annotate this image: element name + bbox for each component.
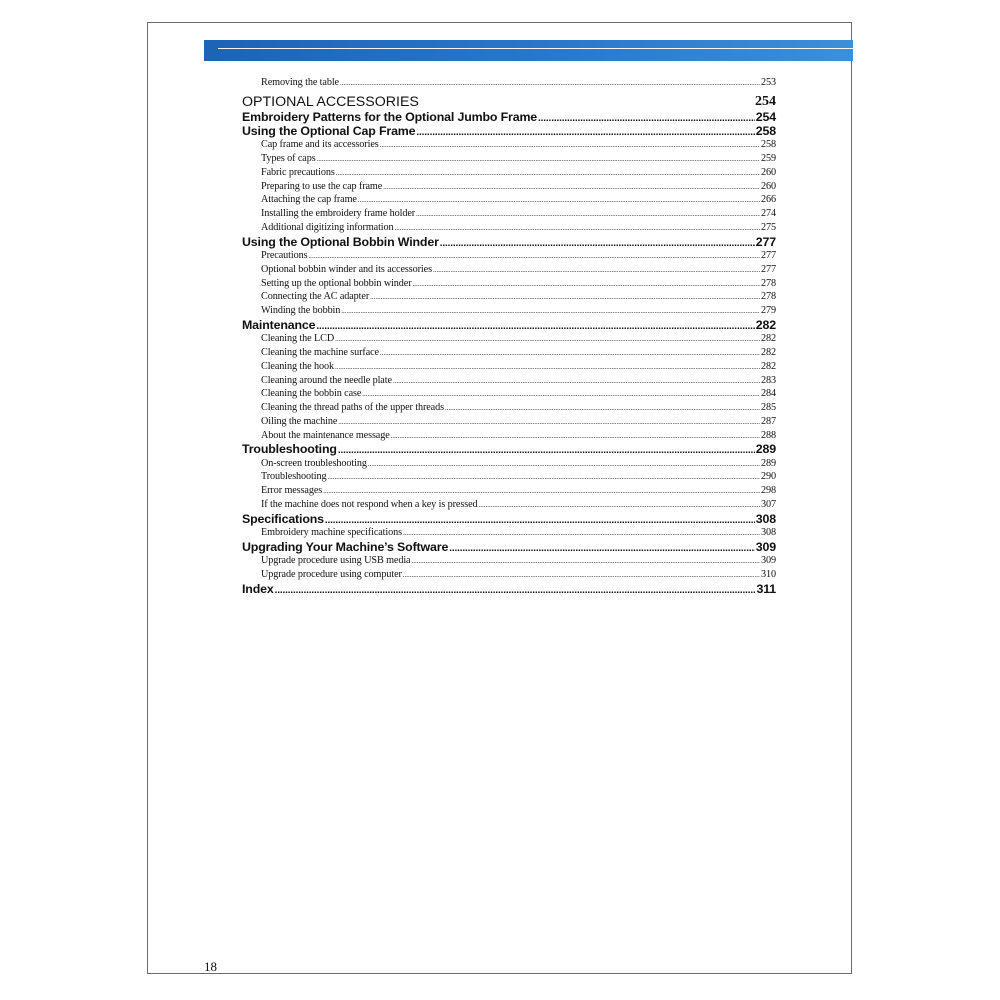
toc-entry-page: 284 <box>761 388 776 400</box>
header-banner <box>204 40 853 61</box>
section-page: 311 <box>756 581 776 596</box>
leader-dots <box>340 77 760 91</box>
toc-entry[interactable] <box>242 332 776 346</box>
toc-section-heading[interactable] <box>242 512 776 526</box>
toc-entry-title: Upgrade procedure using USB media <box>261 555 411 567</box>
leader-dots <box>395 222 761 236</box>
leader-dots <box>308 250 760 264</box>
toc-entry[interactable] <box>242 470 776 484</box>
toc-entry[interactable] <box>242 484 776 498</box>
toc-entry[interactable] <box>242 346 776 360</box>
toc-entry[interactable] <box>242 207 776 221</box>
toc-entry[interactable] <box>242 263 776 277</box>
toc-entry-removing-table[interactable] <box>242 76 776 90</box>
toc-entry-page: 282 <box>761 360 776 372</box>
leader-dots <box>362 388 760 402</box>
toc-entry[interactable] <box>242 401 776 415</box>
section-title: Upgrading Your Machine’s Software <box>242 539 449 554</box>
toc-entry-title: Cleaning the bobbin case <box>261 388 362 400</box>
leader-dots <box>445 402 760 416</box>
toc-entry-page: 285 <box>761 402 776 414</box>
section-title: Using the Optional Cap Frame <box>242 123 416 138</box>
leader-dots <box>380 139 760 153</box>
section-title: Specifications <box>242 511 324 526</box>
page-number: 18 <box>204 959 217 974</box>
toc-entry-page: 309 <box>761 555 776 567</box>
leader-dots <box>538 112 755 126</box>
toc-entry-title: Removing the table <box>261 77 339 88</box>
leader-dots <box>323 485 760 499</box>
section-title: Using the Optional Bobbin Winder <box>242 234 439 249</box>
toc-entry[interactable] <box>242 249 776 263</box>
leader-dots <box>380 347 760 361</box>
leader-dots <box>449 542 755 556</box>
toc-entry-page: 287 <box>761 415 776 427</box>
toc-entry-page: 260 <box>761 180 776 192</box>
leader-dots <box>338 416 760 430</box>
toc-entry-page: 282 <box>761 333 776 345</box>
toc-entry-title: About the maintenance message <box>261 429 390 441</box>
banner-rule <box>218 48 853 49</box>
section-title: Troubleshooting <box>242 442 337 457</box>
toc-entry-title: Troubleshooting <box>261 471 327 483</box>
section-page: 258 <box>755 123 776 138</box>
leader-dots <box>416 208 760 222</box>
chapter-heading[interactable] <box>242 94 776 110</box>
toc-entry-page: 253 <box>761 77 776 88</box>
toc-section-heading[interactable] <box>242 540 776 554</box>
toc-section-heading[interactable] <box>242 442 776 456</box>
toc-section-heading[interactable] <box>242 318 776 332</box>
toc-entry-title: On-screen troubleshooting <box>261 457 367 469</box>
toc-entry[interactable] <box>242 429 776 443</box>
toc-entry-title: Cleaning the LCD <box>261 333 335 345</box>
toc-entry-title: Connecting the AC adapter <box>261 291 370 303</box>
toc-entry[interactable] <box>242 526 776 540</box>
leader-dots <box>416 126 754 140</box>
toc-entry[interactable] <box>242 290 776 304</box>
leader-dots <box>433 264 760 278</box>
toc-entry-title: Attaching the cap frame <box>261 194 357 206</box>
toc-entry[interactable] <box>242 180 776 194</box>
leader-dots <box>413 278 761 292</box>
toc-sections <box>242 110 776 596</box>
toc-entry-page: 275 <box>761 221 776 233</box>
toc-entry-page: 258 <box>761 139 776 151</box>
toc-entry-page: 277 <box>761 263 776 275</box>
toc-entry-page: 278 <box>761 291 776 303</box>
toc-entry-page: 277 <box>761 249 776 261</box>
chapter-title: OPTIONAL ACCESSORIES <box>242 93 419 110</box>
leader-dots <box>479 499 761 513</box>
toc-entry-title: Error messages <box>261 485 323 497</box>
toc-entry-title: Optional bobbin winder and its accessories <box>261 263 432 275</box>
toc-entry[interactable] <box>242 554 776 568</box>
toc-entry-page: 283 <box>761 374 776 386</box>
toc-entry-page: 307 <box>761 499 776 511</box>
leader-dots <box>316 320 754 334</box>
toc-entry-page: 259 <box>761 152 776 164</box>
toc-entry-title: Precautions <box>261 249 308 261</box>
leader-dots <box>440 237 755 251</box>
toc-entry[interactable] <box>242 166 776 180</box>
toc-entry-page: 289 <box>761 457 776 469</box>
leader-dots <box>391 430 760 444</box>
toc-entry-page: 266 <box>761 194 776 206</box>
toc-entry-page: 288 <box>761 429 776 441</box>
toc-entry-title: Cap frame and its accessories <box>261 139 379 151</box>
toc-entry[interactable] <box>242 152 776 166</box>
section-page: 254 <box>755 109 776 124</box>
toc-section-heading[interactable] <box>242 582 776 596</box>
toc-entry-title: Cleaning the machine surface <box>261 346 379 358</box>
toc-entry-page: 310 <box>761 568 776 580</box>
toc-entry[interactable] <box>242 498 776 512</box>
toc-entry-title: Cleaning around the needle plate <box>261 374 392 386</box>
toc-entry[interactable] <box>242 304 776 318</box>
toc-entry-page: 260 <box>761 166 776 178</box>
section-title: Index <box>242 581 274 596</box>
leader-dots <box>317 153 760 167</box>
leader-dots <box>338 444 755 458</box>
toc-entry-title: Installing the embroidery frame holder <box>261 208 416 220</box>
toc-entry-title: Fabric precautions <box>261 166 335 178</box>
toc-entry-page: 274 <box>761 208 776 220</box>
leader-dots <box>328 471 761 485</box>
leader-dots <box>336 167 760 181</box>
section-page: 309 <box>755 539 776 554</box>
toc-entry[interactable] <box>242 193 776 207</box>
toc-entry[interactable] <box>242 221 776 235</box>
toc-entry-title: Oiling the machine <box>261 415 338 427</box>
toc-entry[interactable] <box>242 138 776 152</box>
toc-section-heading[interactable] <box>242 110 776 124</box>
toc-entry-title: If the machine does not respond when a key is pressed <box>261 499 478 511</box>
toc-section-heading[interactable] <box>242 124 776 138</box>
toc-entry[interactable] <box>242 415 776 429</box>
toc-entry-title: Setting up the optional bobbin winder <box>261 277 412 289</box>
section-page: 277 <box>755 234 776 249</box>
section-page: 282 <box>755 317 776 332</box>
chapter-page: 254 <box>755 93 776 109</box>
toc-entry-page: 298 <box>761 485 776 497</box>
leader-dots <box>383 181 760 195</box>
leader-dots <box>335 333 760 347</box>
toc-entry-title: Cleaning the thread paths of the upper threads <box>261 402 444 414</box>
leader-dots <box>335 361 760 375</box>
toc-entry-title: Additional digitizing information <box>261 221 394 233</box>
toc-entry-page: 308 <box>761 527 776 539</box>
leader-dots <box>370 291 760 305</box>
leader-dots <box>403 569 760 583</box>
table-of-contents <box>242 76 776 596</box>
leader-dots <box>358 194 760 208</box>
toc-entry-title: Embroidery machine specifications <box>261 527 402 539</box>
leader-dots <box>403 527 760 541</box>
toc-entry-page: 282 <box>761 346 776 358</box>
toc-entry[interactable] <box>242 568 776 582</box>
toc-entry[interactable] <box>242 387 776 401</box>
document-page <box>147 22 852 974</box>
section-page: 308 <box>755 511 776 526</box>
toc-entry-page: 279 <box>761 305 776 317</box>
toc-entry-title: Cleaning the hook <box>261 360 334 372</box>
toc-entry[interactable] <box>242 277 776 291</box>
leader-dots <box>368 458 760 472</box>
section-title: Maintenance <box>242 317 316 332</box>
leader-dots <box>341 305 760 319</box>
section-page: 289 <box>755 442 776 457</box>
toc-entry-page: 290 <box>761 471 776 483</box>
toc-entry-title: Upgrade procedure using computer <box>261 568 402 580</box>
toc-entry[interactable] <box>242 360 776 374</box>
leader-dots <box>275 584 756 598</box>
section-title: Embroidery Patterns for the Optional Jumbo Frame <box>242 109 538 124</box>
toc-entry-title: Types of caps <box>261 152 316 164</box>
leader-dots <box>393 375 760 389</box>
toc-entry-title: Preparing to use the cap frame <box>261 180 383 192</box>
leader-dots <box>411 555 760 569</box>
toc-section-heading[interactable] <box>242 235 776 249</box>
toc-entry-title: Winding the bobbin <box>261 305 341 317</box>
toc-entry-page: 278 <box>761 277 776 289</box>
toc-entry[interactable] <box>242 374 776 388</box>
toc-entry[interactable] <box>242 457 776 471</box>
